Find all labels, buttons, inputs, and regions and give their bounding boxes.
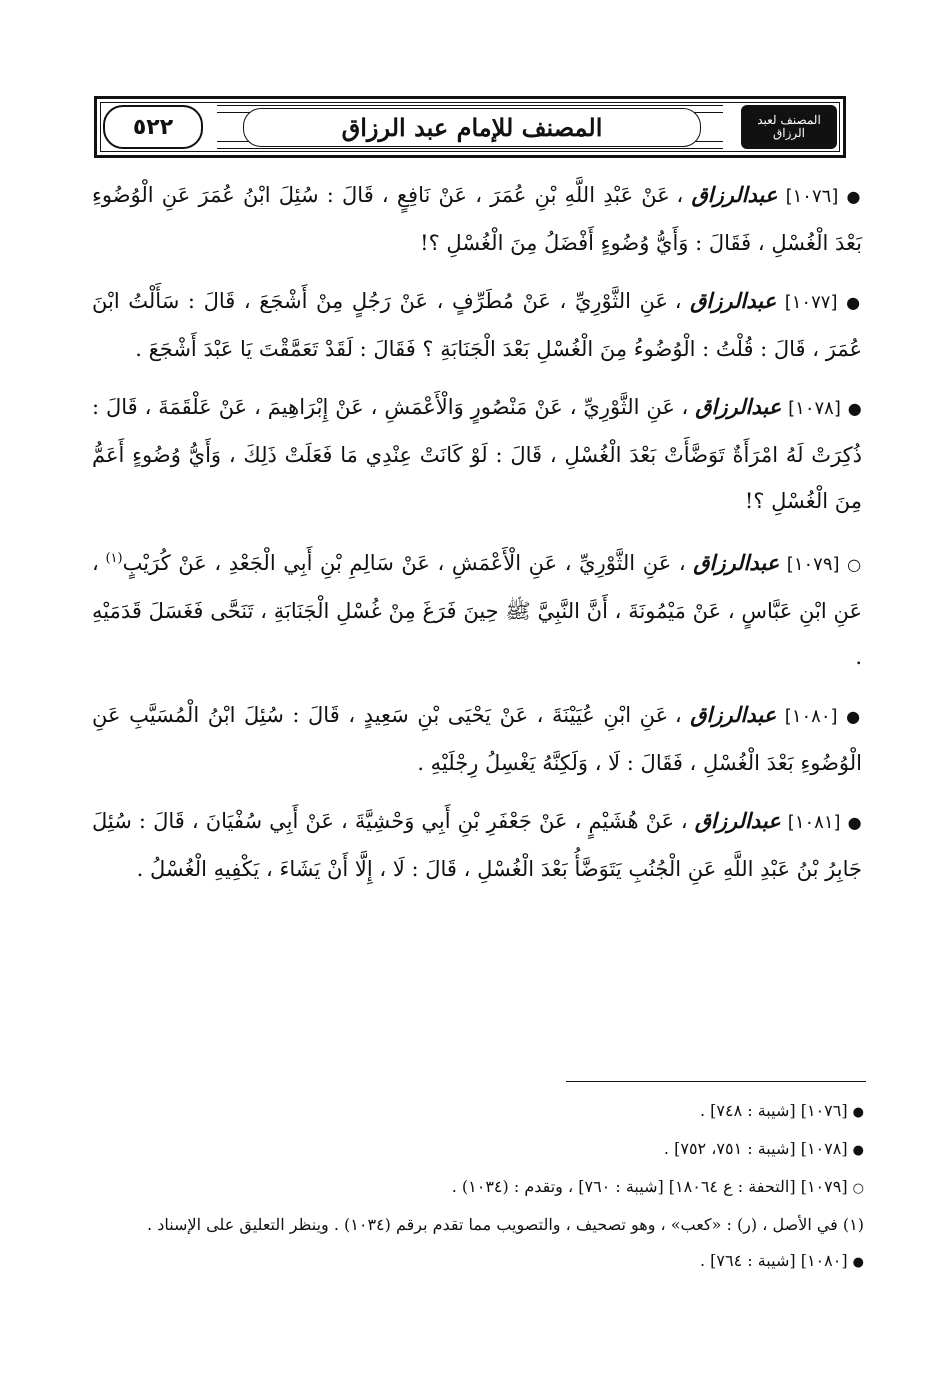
- main-text: [92, 172, 862, 904]
- footnote-text: (١) في الأصل ، (ر) : «كعب» ، وهو تصحيف ، والتصويب مما تقدم برقم (١٠٣٤) . وينظر التعليق على الإسناد .: [147, 1215, 864, 1234]
- hadith-entry-1077: [92, 278, 862, 372]
- entry-number: [١٠٧٩]: [786, 554, 840, 575]
- entry-text: ، عَنْ هُشَيْمٍ ، عَنْ جَعْفَرِ بْنِ أَبِي وَحْشِيَّةَ ، عَنْ أَبِي سُفْيَانَ ، قَالَ : سُئِلَ جَابِرُ بْنُ عَبْدِ اللَّهِ عَنِ الْجُنُبِ يَتَوَضَّأُ بَعْدَ الْغُسْلِ ، قَالَ : لَا ، إِلَّا أَنْ يَشَاءَ ، يَكْفِيهِ الْغُسْلُ .: [92, 809, 862, 881]
- page-number: ٥٢٢: [132, 114, 174, 140]
- entry-marker: ○: [847, 555, 862, 574]
- footnote-text: [١٠٧٦] [شيبة : ٧٤٨] .: [699, 1101, 848, 1120]
- hadith-entry-1078: [92, 384, 862, 524]
- entry-text-continued: ، عَنِ ابْنِ عَبَّاسٍ ، عَنْ مَيْمُونَةَ ، أَنَّ النَّبِيَّ ﷺ حِينَ فَرَغَ مِنْ غُسْلِ الْجَنَابَةِ ، تَنَحَّى فَغَسَلَ قَدَمَيْهِ .: [92, 551, 862, 669]
- footnote-marker: ●: [852, 1255, 864, 1270]
- footnote-text: [١٠٧٩] [التحفة : ع ١٨٠٦٤] [شيبة : ٧٦٠] ، وتقدم : (١٠٣٤) .: [451, 1177, 848, 1196]
- footnote-text: [١٠٨٠] [شيبة : ٧٦٤] .: [699, 1251, 848, 1270]
- entry-number: [١٠٧٨]: [788, 398, 841, 419]
- footnote-marker: ●: [852, 1143, 864, 1158]
- footnote-separator: [566, 1081, 866, 1082]
- entry-author: عبدالرزاق: [690, 702, 777, 727]
- footnote-marker: ○: [852, 1181, 864, 1196]
- entry-text: ، عَنْ عَبْدِ اللَّهِ بْنِ عُمَرَ ، عَنْ نَافِعٍ ، قَالَ : سُئِلَ ابْنُ عُمَرَ عَنِ الْوُضُوءِ بَعْدَ الْغُسْلِ ، فَقَالَ : وَأَيُّ وُضُوءٍ أَفْضَلُ مِنَ الْغُسْلِ ؟!: [92, 183, 862, 255]
- running-title: المصنف للإمام عبد الرزاق: [243, 108, 701, 147]
- hadith-entry-1076: [92, 172, 862, 266]
- book-logo: [741, 105, 837, 149]
- page-header: [94, 96, 846, 158]
- entry-marker: ●: [847, 813, 862, 832]
- entry-text: ، عَنِ الثَّوْرِيِّ ، عَنْ مُطَرِّفٍ ، عَنْ رَجُلٍ مِنْ أَشْجَعَ ، قَالَ : سَأَلْتُ ابْنَ عُمَرَ ، قَالَ : قُلْتُ : الْوُضُوءُ مِنَ الْغُسْلِ بَعْدَ الْجَنَابَةِ ؟ فَقَالَ : لَقَدْ تَعَمَّقْتَ يَا عَبْدَ أَشْجَعَ .: [92, 289, 862, 361]
- footnotes: [92, 1096, 864, 1284]
- entry-text: ، عَنِ الثَّوْرِيِّ ، عَنْ مَنْصُورٍ وَالْأَعْمَشِ ، عَنْ إِبْرَاهِيمَ ، عَنْ عَلْقَمَةَ ، قَالَ : ذُكِرَتْ لَهُ امْرَأَةٌ تَوَضَّأَتْ بَعْدَ الْغُسْلِ ، قَالَ : لَوْ كَانَتْ عِنْدِي مَا فَعَلَتْ ذَلِكَ ، وَأَيُّ وُضُوءٍ أَعَمُّ مِنَ الْغُسْلِ ؟!: [92, 395, 863, 513]
- entry-author: عبدالرزاق: [691, 182, 778, 207]
- entry-number: [١٠٧٦]: [785, 186, 839, 207]
- footnote-1080: [92, 1246, 864, 1278]
- footnote-1079: [92, 1172, 864, 1204]
- entry-marker: ●: [846, 707, 862, 726]
- entry-marker: ●: [846, 187, 862, 206]
- entry-marker: ●: [846, 293, 862, 312]
- entry-author: عبدالرزاق: [694, 808, 781, 833]
- entry-text: ، عَنِ الثَّوْرِيِّ ، عَنِ الْأَعْمَشِ ، عَنْ سَالِمِ بْنِ أَبِي الْجَعْدِ ، عَنْ كُرَيْبٍ: [122, 551, 686, 575]
- footnote-1076: [92, 1096, 864, 1128]
- hadith-entry-1079: [92, 536, 862, 680]
- footnote-1078: [92, 1134, 864, 1166]
- entry-number: [١٠٧٧]: [784, 292, 838, 313]
- entry-text: ، عَنِ ابْنِ عُيَيْنَةَ ، عَنْ يَحْيَى بْنِ سَعِيدٍ ، قَالَ : سُئِلَ ابْنُ الْمُسَيَّبِ عَنِ الْوُضُوءِ بَعْدَ الْغُسْلِ ، فَقَالَ : لَا ، وَلَكِنَّهُ يَغْسِلُ رِجْلَيْهِ .: [92, 703, 862, 775]
- entry-number: [١٠٨١]: [787, 812, 841, 833]
- footnote-note-1: [92, 1210, 864, 1240]
- footnote-marker: ●: [852, 1105, 864, 1120]
- footnote-ref: (١): [105, 551, 123, 566]
- book-logo-text: المصنف لعبد الرزاق: [757, 112, 821, 140]
- entry-author: عبدالرزاق: [693, 550, 780, 575]
- entry-number: [١٠٨٠]: [784, 706, 838, 727]
- footnote-text: [١٠٧٨] [شيبة : ٧٥١، ٧٥٢] .: [663, 1139, 848, 1158]
- hadith-entry-1081: [92, 798, 862, 892]
- entry-author: عبدالرزاق: [695, 394, 782, 419]
- entry-marker: ●: [847, 399, 862, 418]
- entry-author: عبدالرزاق: [690, 288, 777, 313]
- page-number-badge: [103, 105, 203, 149]
- hadith-entry-1080: [92, 692, 862, 786]
